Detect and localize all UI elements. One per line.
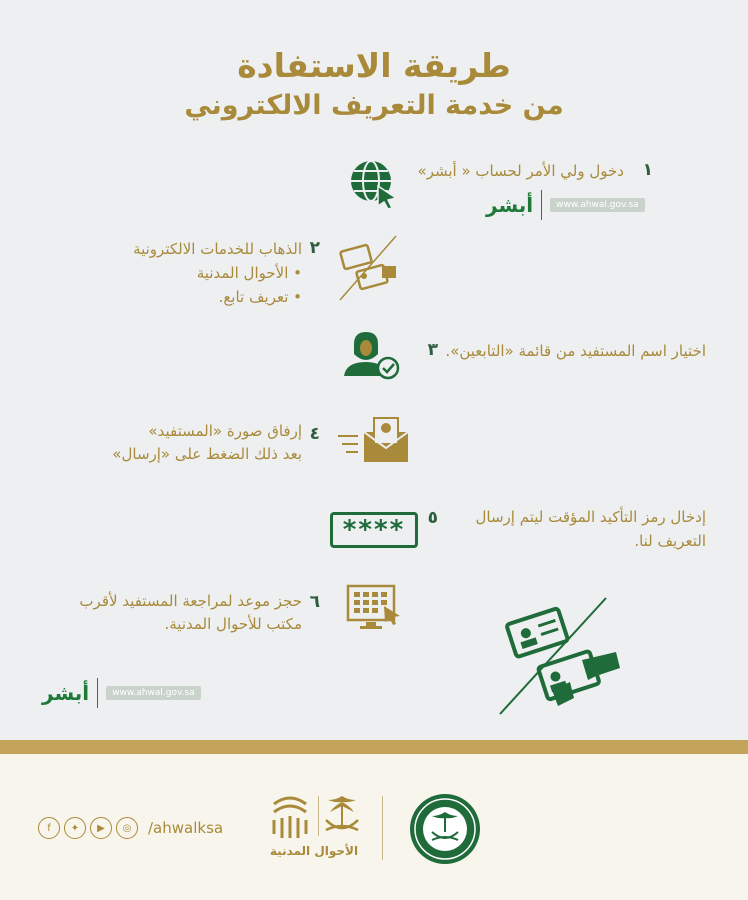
absher-badge-bottom [42, 678, 201, 708]
globe-cursor-icon [348, 158, 400, 210]
footer-separator [382, 796, 383, 860]
step-2-text-line1: الذهاب للخدمات الالكترونية [133, 240, 302, 258]
step-3-text: اختيار اسم المستفيد من قائمة «التابعين». [445, 342, 706, 360]
step-3-number: ٣ [427, 340, 438, 360]
id-card-hand-icon [334, 234, 404, 304]
absher-logo: أبشر [486, 193, 534, 217]
absher-separator-bottom [97, 678, 98, 708]
ahwal-fingerprint-logo [268, 790, 312, 842]
step-4-number: ٤ [309, 424, 320, 444]
step-5-text-line2: التعريف لنا. [634, 532, 706, 550]
step-5-number: ٥ [427, 508, 438, 528]
gold-divider-bar [0, 740, 748, 754]
absher-separator [541, 190, 542, 220]
step-1-number: ١ [642, 160, 653, 180]
ministry-interior-emblem [408, 792, 482, 866]
step-4-text-line1: إرفاق صورة «المستفيد» [148, 422, 302, 440]
ahwal-name: الأحوال المدنية [269, 844, 359, 858]
palm-swords-emblem [322, 792, 362, 838]
twitter-icon[interactable]: ✦ [64, 817, 86, 839]
page-subtitle: من خدمة التعريف الالكتروني [184, 90, 564, 121]
envelope-photo-icon [336, 414, 410, 464]
calendar-screen-icon [344, 582, 404, 632]
absher-logo-bottom: أبشر [42, 681, 90, 705]
facebook-icon[interactable]: f [38, 817, 60, 839]
logo-separator [318, 796, 319, 836]
page-title: طريقة الاستفادة [237, 46, 511, 85]
absher-url[interactable]: www.ahwal.gov.sa [550, 198, 645, 212]
absher-badge-top [486, 190, 645, 220]
step-5-text-line1: إدخال رمز التأكيد المؤقت ليتم إرسال [475, 508, 706, 526]
step-6-text-line2: مكتب للأحوال المدنية. [164, 615, 302, 633]
person-check-icon [342, 330, 402, 380]
step-6-number: ٦ [309, 592, 320, 612]
password-icon: **** [330, 512, 418, 548]
social-links [38, 817, 223, 839]
social-handle[interactable]: /ahwalksa [148, 819, 224, 837]
step-2-text-line3: • تعريف تابع. [218, 288, 302, 306]
large-id-card-hand-icon [496, 594, 626, 720]
absher-url-bottom[interactable]: www.ahwal.gov.sa [106, 686, 201, 700]
step-2-text-line2: • الأحوال المدنية [196, 264, 302, 282]
step-1-text: دخول ولي الأمر لحساب « أبشر» [417, 162, 624, 180]
step-2-number: ٢ [309, 238, 320, 258]
step-4-text-line2: بعد ذلك الضغط على «إرسال» [112, 445, 302, 463]
instagram-icon[interactable]: ◎ [116, 817, 138, 839]
youtube-icon[interactable]: ▶ [90, 817, 112, 839]
step-6-text-line1: حجز موعد لمراجعة المستفيد لأقرب [79, 592, 302, 610]
